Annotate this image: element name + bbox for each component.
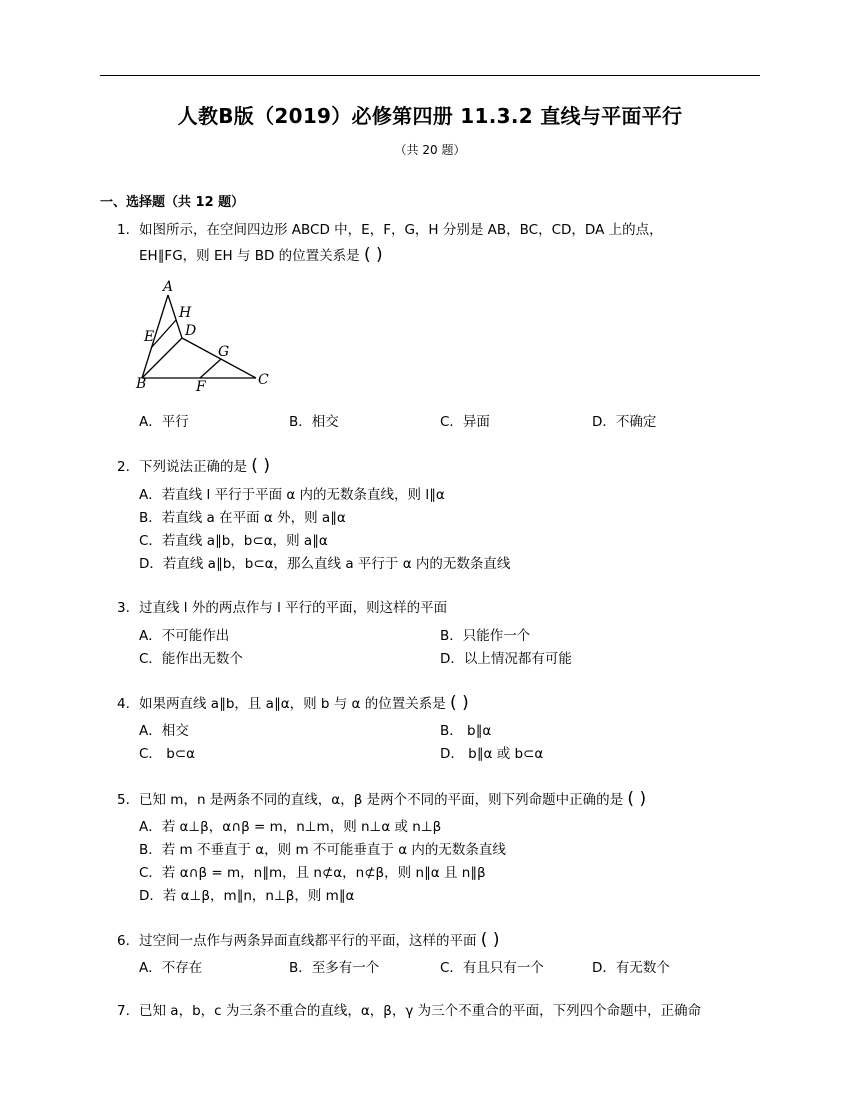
page-title: 人教B版（2019）必修第四册 11.3.2 直线与平面平行 [177, 104, 683, 128]
q2-option-a[interactable]: A．若直线 l 平行于平面 α 内的无数条直线，则 l∥α [139, 487, 445, 503]
answer-blank: ( ) [627, 789, 647, 809]
q5-option-b[interactable]: B．若 m 不垂直于 α，则 m 不可能垂直于 α 内的无数条直线 [139, 842, 506, 858]
question-count: （共 20 题） [394, 143, 466, 157]
question-2-stem: 2. 下列说法正确的是 ( ) [117, 456, 270, 476]
label-h: H [179, 305, 192, 321]
label-d: D [185, 323, 197, 339]
q1-option-d[interactable]: D．不确定 [592, 414, 657, 430]
q3-option-b[interactable]: B．只能作一个 [440, 628, 531, 644]
answer-blank: ( ) [363, 245, 383, 265]
label-f: F [196, 379, 206, 395]
q2-option-c[interactable]: C．若直线 a∥b，b⊂α，则 a∥α [139, 533, 328, 549]
question-3-stem: 3. 过直线 l 外的两点作与 l 平行的平面，则这样的平面 [117, 600, 448, 616]
question-1-stem-continued: EH∥FG，则 EH 与 BD 的位置关系是 ( ) [139, 245, 383, 265]
question-4-stem: 4. 如果两直线 a∥b，且 a∥α，则 b 与 α 的位置关系是 ( ) [117, 693, 469, 713]
q5-option-d[interactable]: D．若 α⊥β，m∥n，n⊥β，则 m∥α [139, 888, 355, 904]
question-7-stem: 7. 已知 a，b，c 为三条不重合的直线，α，β，γ 为三个不重合的平面，下列四个命题中，正确命 [117, 1003, 702, 1019]
q4-option-a[interactable]: A．相交 [139, 723, 189, 739]
segment-fg [200, 359, 221, 378]
q1-option-b[interactable]: B．相交 [289, 414, 339, 430]
q4-option-c[interactable]: C． b⊂α [139, 746, 195, 762]
q3-option-d[interactable]: D．以上情况都有可能 [440, 651, 572, 667]
answer-blank: ( ) [480, 930, 500, 950]
q3-option-a[interactable]: A．不可能作出 [139, 628, 230, 644]
q3-option-c[interactable]: C．能作出无数个 [139, 651, 243, 667]
segment-eh [151, 320, 176, 348]
label-e: E [144, 329, 155, 345]
q6-option-b[interactable]: B．至多有一个 [289, 960, 380, 976]
question-6-stem: 6. 过空间一点作与两条异面直线都平行的平面，这样的平面 ( ) [117, 930, 500, 950]
q2-option-d[interactable]: D．若直线 a∥b，b⊂α，那么直线 a 平行于 α 内的无数条直线 [139, 556, 511, 572]
q5-option-c[interactable]: C．若 α∩β = m，n∥m，且 n⊄α，n⊄β，则 n∥α 且 n∥β [139, 865, 486, 881]
label-a: A [163, 279, 174, 295]
q5-option-a[interactable]: A．若 α⊥β，α∩β = m，n⊥m，则 n⊥α 或 n⊥β [139, 819, 442, 835]
answer-blank: ( ) [450, 693, 469, 713]
question-5-stem: 5. 已知 m，n 是两条不同的直线，α，β 是两个不同的平面，则下列命题中正确的是 ( ) [117, 789, 647, 809]
label-b: B [136, 376, 147, 392]
header-rule [100, 75, 760, 76]
q6-option-a[interactable]: A．不存在 [139, 960, 203, 976]
q1-option-c[interactable]: C．异面 [440, 414, 490, 430]
q2-option-b[interactable]: B．若直线 a 在平面 α 外，则 a∥α [139, 510, 346, 526]
section-heading: 一、选择题（共 12 题） [100, 195, 245, 210]
q4-option-b[interactable]: B． b∥α [440, 723, 492, 739]
q6-option-c[interactable]: C．有且只有一个 [440, 960, 544, 976]
answer-blank: ( ) [251, 456, 270, 476]
label-g: G [218, 344, 230, 360]
q1-option-a[interactable]: A．平行 [139, 414, 189, 430]
label-c: C [258, 372, 269, 388]
question-1-stem: 1. 如图所示，在空间四边形 ABCD 中，E，F，G，H 分别是 AB，BC，CD，DA 上的点， [117, 222, 663, 238]
q4-option-d[interactable]: D． b∥α 或 b⊂α [440, 746, 544, 762]
q6-option-d[interactable]: D．有无数个 [592, 960, 670, 976]
quadrilateral-abcd-figure [130, 278, 280, 396]
